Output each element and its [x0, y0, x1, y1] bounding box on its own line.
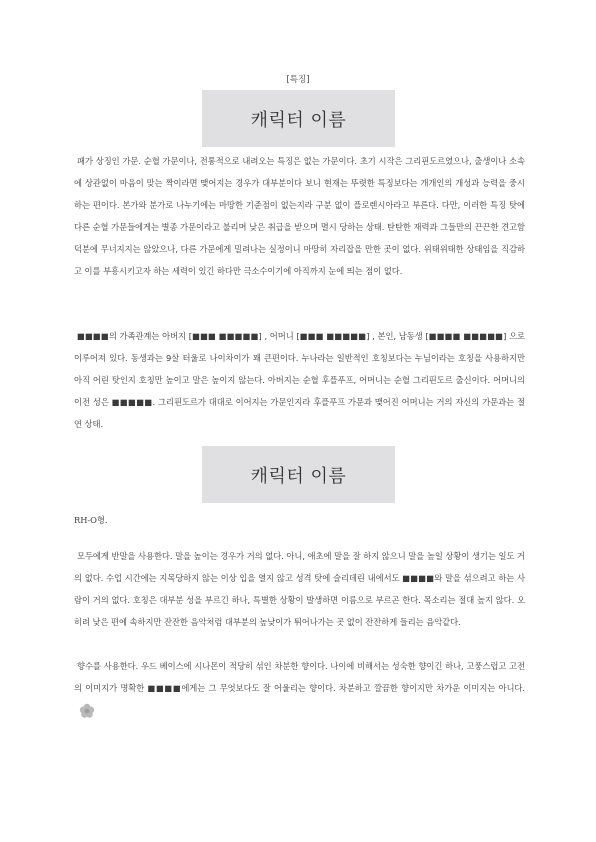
speech-paragraph: 모두에게 반말을 사용한다. 말을 높이는 경우가 거의 없다. 아니, 애초에 말을 잘 하지 않으니 말을 높일 상황이 생기는 일도 거의 없다. 수업 시간에는 지목당하지 않는 이상 입을 열지 않고 성격 탓에 슬리데린 내에서도 ■■■■와 말을 섞으려고 하는 사람이 거의 없다. 호칭은 대부분 성을 부르긴 하나, 특별한 상황이 발생하면 이름으로 부르곤 한다. 목소리는 절대 높지 않다. 오히려 낮은 편에 속하지만 잔잔한 음악처럼 대부분의 높낮이가 튀어나가는 곳 없이 잔잔하게 들리는 음악같다.: [74, 551, 525, 627]
perfume-paragraph: [74, 655, 525, 721]
flower-icon: [76, 703, 92, 719]
family-relations-paragraph: ■■■■의 가족관계는 아버지 [■■■ ■■■■■] , 어머니 [■■■ ■■■■■] , 본인, 남동생 [■■■■ ■■■■■] 으로 이루어져 있다. 동생과는 9살 터울로 나이차이가 꽤 큰편이다. 누나라는 일반적인 호칭보다는 누님이라는 호칭을 사용하지만 아직 어린 탓인지 호칭만 높이고 말은 높이지 않는다. 아버지는 순혈 후플푸프, 어머니는 순혈 그리핀도르 출신이다. 어머니의 이전 성은 ■■■■■. 그리핀도르가 대대로 이어지는 가문인지라 후플푸프 가문과 맺어진 어머니는 거의 자신의 가문과는 절연 상태.: [74, 331, 525, 429]
perfume-text: 향수를 사용한다. 우드 베이스에 시나몬이 적당히 섞인 차분한 향이다. 나이에 비해서는 성숙한 향이긴 하나, 고풍스럽고 고전의 이미지가 명확한 ■■■■에게는 그 무엇보다도 잘 어울리는 향이다. 차분하고 깔끔한 향이지만 차가운 이미지는 아니다.: [74, 661, 525, 693]
character-name-title-2: 캐릭터 이름: [250, 465, 347, 487]
character-name-title-box: [202, 90, 395, 147]
character-name-title-box-2: [202, 446, 395, 503]
blood-type-text: RH-O형.: [74, 515, 108, 525]
section-tag: [특징]: [286, 75, 310, 85]
family-trait-paragraph: 패가 상징인 가문. 순혈 가문이나, 전통적으로 내려오는 특징은 없는 가문이다. 초기 시작은 그리핀도르였으나, 출생이나 소속에 상관없이 마음이 맞는 짝이라면 맺어지는 경우가 대부분이다 보니 현재는 뚜렷한 특징보다는 개개인의 개성과 능력을 중시하는 편이다. 본가와 분가로 나누기에는 마땅한 기준점이 없는지라 구분 없이 플로렌시아라고 부른다. 다만, 이러한 특징 탓에 다른 순혈 가문들에게는 별종 가문이라고 불리며 낮은 취급을 받으며 멸시 당하는 상태. 탄탄한 재력과 그들만의 끈끈한 견고함 덕분에 무너지지는 않았으나, 다른 가문에게 밀려나는 실정이니 마땅히 자리잡을 만한 곳이 없다. 위태위태한 상태임을 직감하고 이를 부흥시키고자 하는 세력이 있긴 하다만 극소수이기에 아직까지 눈에 띄는 점이 없다.: [74, 156, 525, 276]
character-name-title: 캐릭터 이름: [250, 109, 347, 131]
